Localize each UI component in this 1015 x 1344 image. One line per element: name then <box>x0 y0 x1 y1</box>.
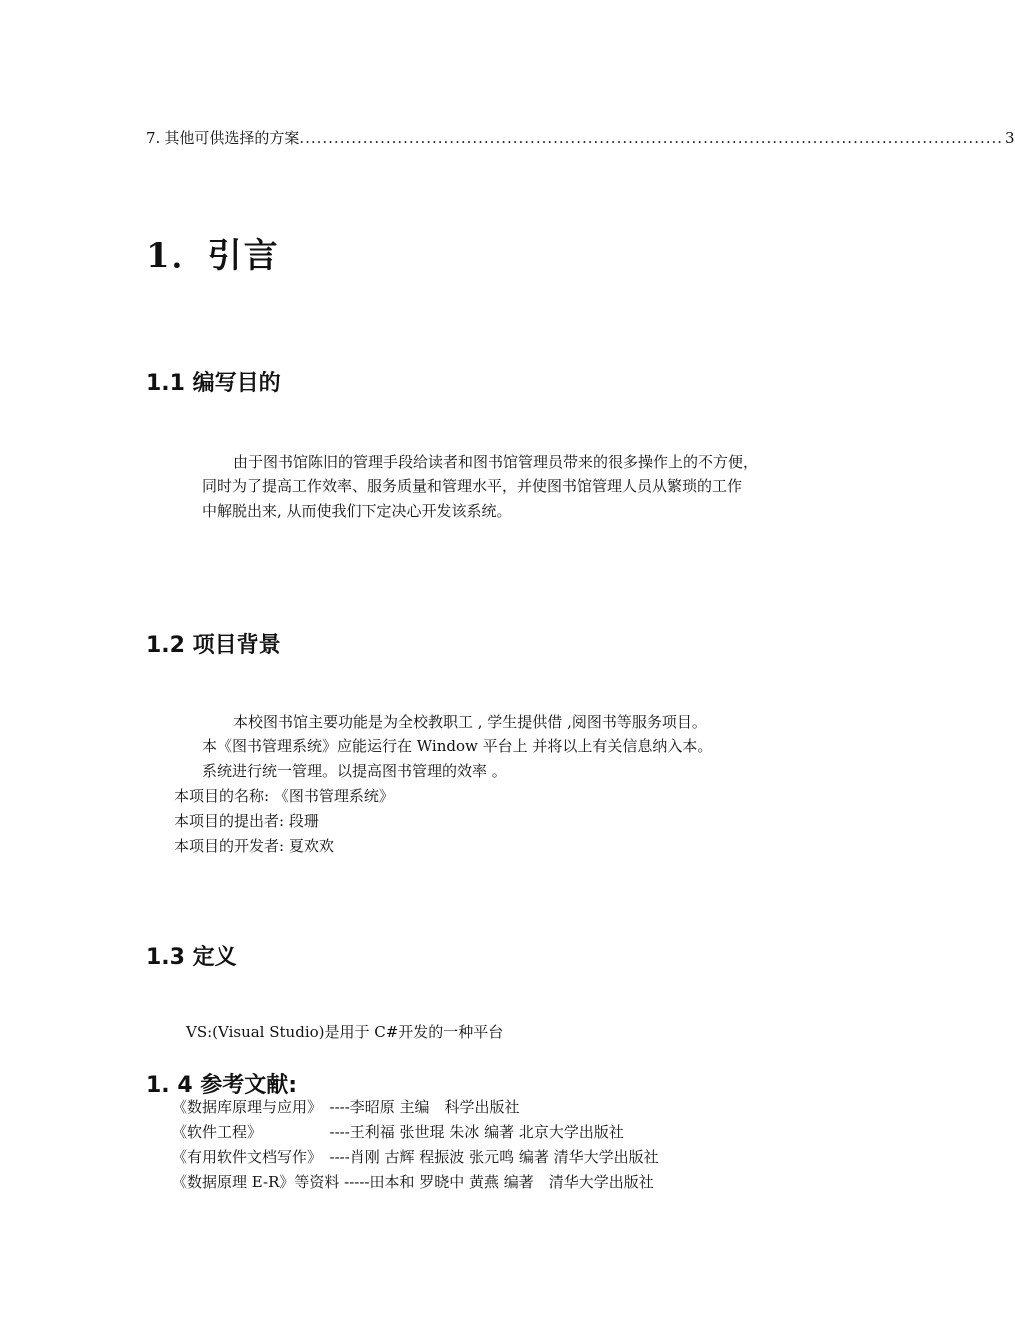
reference-item: 《有用软件文档写作》 ----肖刚 古辉 程振波 张元鸣 编著 清华大学出版社 <box>172 1148 659 1166</box>
paragraph-line: 本校图书馆主要功能是为全校教职工 , 学生提供借 ,阅图书等服务项目。 <box>233 713 707 731</box>
paragraph-line: 由于图书馆陈旧的管理手段给读者和图书馆管理员带来的很多操作上的不方便， <box>233 453 759 471</box>
paragraph-line: 同时为了提高工作效率、服务质量和管理水平，并使图书馆管理人员从繁琐的工作 <box>202 477 743 495</box>
project-proposer-line: 本项目的提出者: 段珊 <box>174 812 319 830</box>
definition-line: VS:(Visual Studio)是用于 C#开发的一种平台 <box>186 1023 504 1041</box>
section-heading-1-4: 1. 4 参考文献: <box>146 1073 298 1098</box>
section-heading-1-2: 1.2 项目背景 <box>146 633 281 658</box>
section-heading-1-3: 1.3 定义 <box>146 945 237 970</box>
paragraph-line: 中解脱出来, 从而使我们下定决心开发该系统。 <box>202 502 512 520</box>
toc-page-number: 3 <box>1005 129 1015 147</box>
paragraph-line: 系统进行统一管理。以提高图书管理的效率 。 <box>202 762 507 780</box>
project-name-line: 本项目的名称: 《图书管理系统》 <box>174 787 394 805</box>
project-developer-line: 本项目的开发者: 夏欢欢 <box>174 837 334 855</box>
toc-number: 7. <box>146 129 161 147</box>
reference-item: 《数据原理 E-R》等资料 -----田本和 罗晓中 黄燕 编著 清华大学出版社 <box>172 1173 654 1191</box>
toc-title: 其他可供选择的方案 <box>164 129 300 147</box>
toc-entry[interactable] <box>146 127 1015 149</box>
reference-item: 《数据库原理与应用》 ----李昭原 主编 科学出版社 <box>172 1098 520 1116</box>
section-heading-1-1: 1.1 编写目的 <box>146 371 281 396</box>
toc-leader-dots: .......................................................................................................................... <box>299 129 1004 147</box>
paragraph-line: 本《图书管理系统》应能运行在 Window 平台上 并将以上有关信息纳入本。 <box>202 737 713 755</box>
reference-item: 《软件工程》 ----王利福 张世琨 朱冰 编著 北京大学出版社 <box>172 1123 624 1141</box>
chapter-heading: 1．引言 <box>146 236 280 276</box>
